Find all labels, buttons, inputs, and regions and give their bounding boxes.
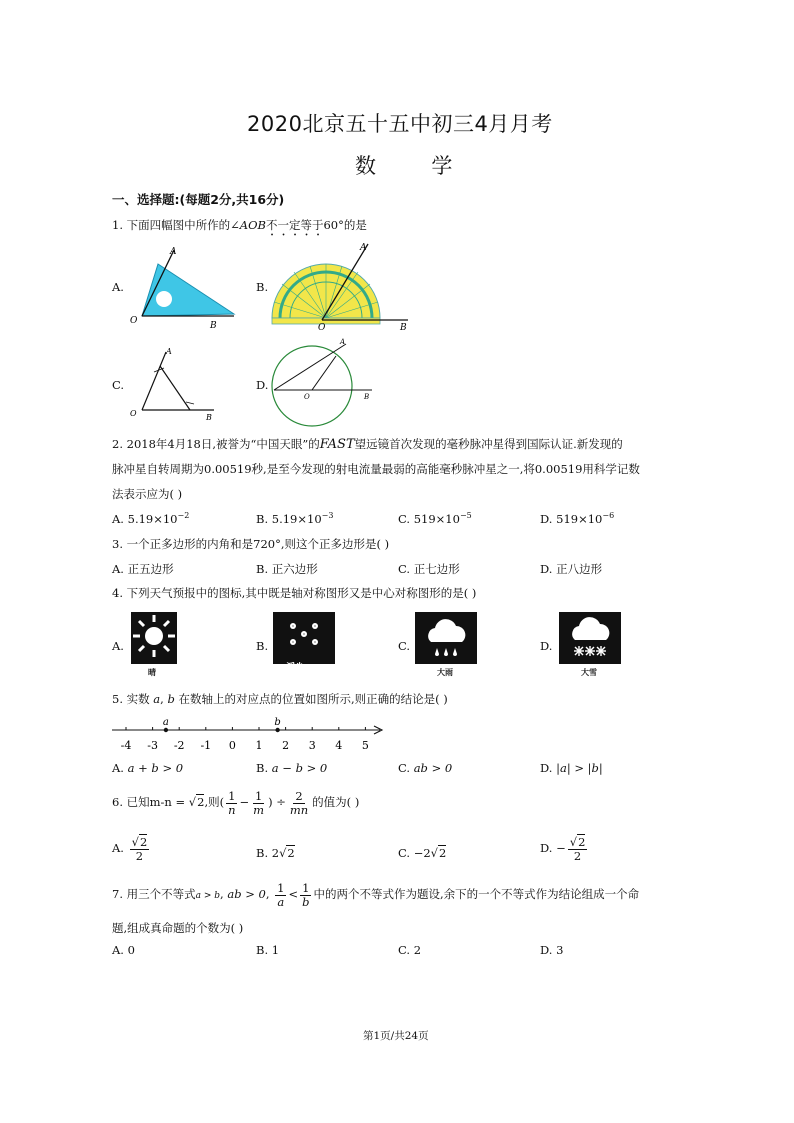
label-a: A [340, 338, 346, 346]
q1-angle: ∠AOB [230, 218, 266, 232]
q1-figure-b [268, 240, 418, 332]
axis-tick-label: 4 [335, 739, 343, 752]
axis-tick-label: 3 [308, 739, 316, 752]
question-4-text: 4. 下列天气预报中的图标,其中既是轴对称图形又是中心对称图形的是( ) [112, 586, 477, 600]
q6-option-c: C. −2√2 [398, 846, 447, 860]
q4-icon-c-caption: 大雨 [437, 667, 453, 677]
set-square-hole [156, 291, 172, 307]
label-a: A [166, 347, 172, 356]
q1-figure-d [268, 336, 386, 430]
label-b: B [206, 413, 212, 422]
label-b: B [364, 393, 370, 401]
q2-line1-a: 2. 2018年4月18日,被誉为“中国天眼”的 [112, 437, 320, 451]
question-5-text: 5. 实数 a, b 在数轴上的对应点的位置如图所示,则正确的结论是( ) [112, 692, 448, 706]
question-6-text: 6. 已知m-n = √2,则( $\frac{1}{n}$ − $\frac{1}{m}$ ) ÷ $\frac{2}{mn}$ 的值为( ) [112, 789, 360, 817]
q4-option-c-label: C. [398, 639, 411, 653]
axis-tick-label: 2 [282, 739, 290, 752]
axis-tick-label: -3 [147, 739, 158, 752]
axis-tick-label: -2 [173, 739, 185, 752]
dust-icon [273, 612, 335, 664]
question-2-line-1 [112, 436, 623, 452]
q4-icon-b-caption: 浮尘 [286, 663, 305, 673]
question-1-text [112, 217, 367, 239]
subject-title [355, 150, 452, 180]
heavy-rain-icon [415, 612, 477, 664]
q1-text-after: 60°的是 [323, 218, 367, 232]
label-b: B [400, 323, 407, 332]
q3-option-b: B. 正六边形 [256, 562, 318, 576]
q6-option-b: B. 2√2 [256, 846, 295, 860]
subject-char-2: 学 [431, 154, 453, 178]
label-a: A [360, 243, 367, 253]
q1-option-d-label: D. [256, 378, 269, 392]
subject-char-1: 数 [355, 154, 376, 178]
label-o: O [130, 316, 138, 326]
axis-tick-label: -4 [120, 739, 132, 752]
q4-option-a-label: A. [112, 639, 124, 653]
q1-figure-a [122, 244, 240, 330]
q6-option-a: A. $\frac{√2}{2}$ [112, 835, 148, 863]
point-b [275, 728, 279, 732]
q1-option-a-label: A. [112, 280, 124, 294]
number-line [110, 716, 390, 752]
q4-option-d-label: D. [540, 639, 553, 653]
q7-option-a: A. 0 [112, 943, 135, 957]
q7-option-b: B. 1 [256, 943, 280, 957]
q1-figure-c [124, 344, 220, 424]
q1-emphasis: 不一定等于 [265, 218, 324, 232]
q4-icon-d-caption: 大雪 [581, 667, 597, 677]
heavy-snow-icon [559, 612, 621, 664]
point-b-label: b [274, 717, 281, 728]
question-7-line-1: 7. 用三个不等式a > b, ab > 0, $\frac{1}{a}$ < $\frac{1}{b}$ 中的两个不等式作为题设,余下的一个不等式作为结论组成一个命 [112, 881, 640, 909]
q3-option-d: D. 正八边形 [540, 562, 603, 576]
q3-option-c: C. 正七边形 [398, 562, 460, 576]
dust-dots-icon [273, 612, 335, 664]
q5-option-c: C. ab > 0 [398, 761, 453, 775]
q2-option-b: B. $5.19\times 10^{-3}$ [256, 511, 334, 526]
q7-option-c: C. 2 [398, 943, 422, 957]
question-7-line-2: 题,组成真命题的个数为( ) [112, 921, 244, 935]
label-b: B [210, 321, 217, 330]
snow-cloud-icon [559, 612, 621, 664]
q4-icon-a-caption: 晴 [148, 667, 156, 677]
axis-tick-label: 5 [361, 739, 369, 752]
q5-option-a: A. a + b > 0 [112, 761, 184, 775]
label-o: O [304, 393, 310, 401]
axis-tick-label: 1 [255, 739, 263, 752]
rain-cloud-icon [415, 612, 477, 664]
q4-option-b-label: B. [256, 639, 269, 653]
q5-option-b: B. a − b > 0 [256, 761, 328, 775]
q1-option-c-label: C. [112, 378, 125, 392]
q3-option-a: A. 正五边形 [112, 562, 174, 576]
q2-option-c: C. $519\times 10^{-5}$ [398, 511, 472, 526]
q2-option-a: A. $5.19\times 10^{-2}$ [112, 511, 190, 526]
q1-option-b-label: B. [256, 280, 269, 294]
q2-fast: FAST [319, 437, 355, 452]
q7-option-d: D. 3 [540, 943, 564, 957]
point-a [164, 728, 168, 732]
label-o: O [318, 323, 326, 332]
axis-tick-label: 0 [228, 739, 236, 752]
question-2-line-3: 法表示应为( ) [112, 487, 183, 501]
sun-icon [131, 612, 177, 664]
set-square [142, 264, 234, 316]
question-2-line-2: 脉冲星自转周期为0.00519秒,是至今发现的射电流量最弱的高能毫秒脉冲星之一,将0.00519用科学记数 [112, 462, 640, 476]
point-a-label: a [162, 717, 169, 728]
label-a: A [170, 247, 177, 257]
page-title: 2020北京五十五中初三4月月考 [247, 112, 553, 136]
axis-tick-label: -1 [200, 739, 212, 752]
label-o: O [130, 409, 137, 418]
q1-text-before: 1. 下面四幅图中所作的 [112, 218, 231, 232]
question-3-text: 3. 一个正多边形的内角和是720°,则这个正多边形是( ) [112, 537, 390, 551]
q6-option-d: D. − $\frac{√2}{2}$ [540, 835, 586, 863]
sunny-icon [131, 612, 177, 664]
q2-option-d: D. $519\times 10^{-6}$ [540, 511, 615, 526]
q5-option-d: D. |a| > |b| [540, 761, 603, 775]
section-heading: 一、选择题:(每题2分,共16分) [112, 192, 285, 207]
page-number: 第1页/共24页 [363, 1030, 429, 1042]
q2-line1-b: 望远镜首次发现的毫秒脉冲星得到国际认证.新发现的 [354, 437, 623, 451]
